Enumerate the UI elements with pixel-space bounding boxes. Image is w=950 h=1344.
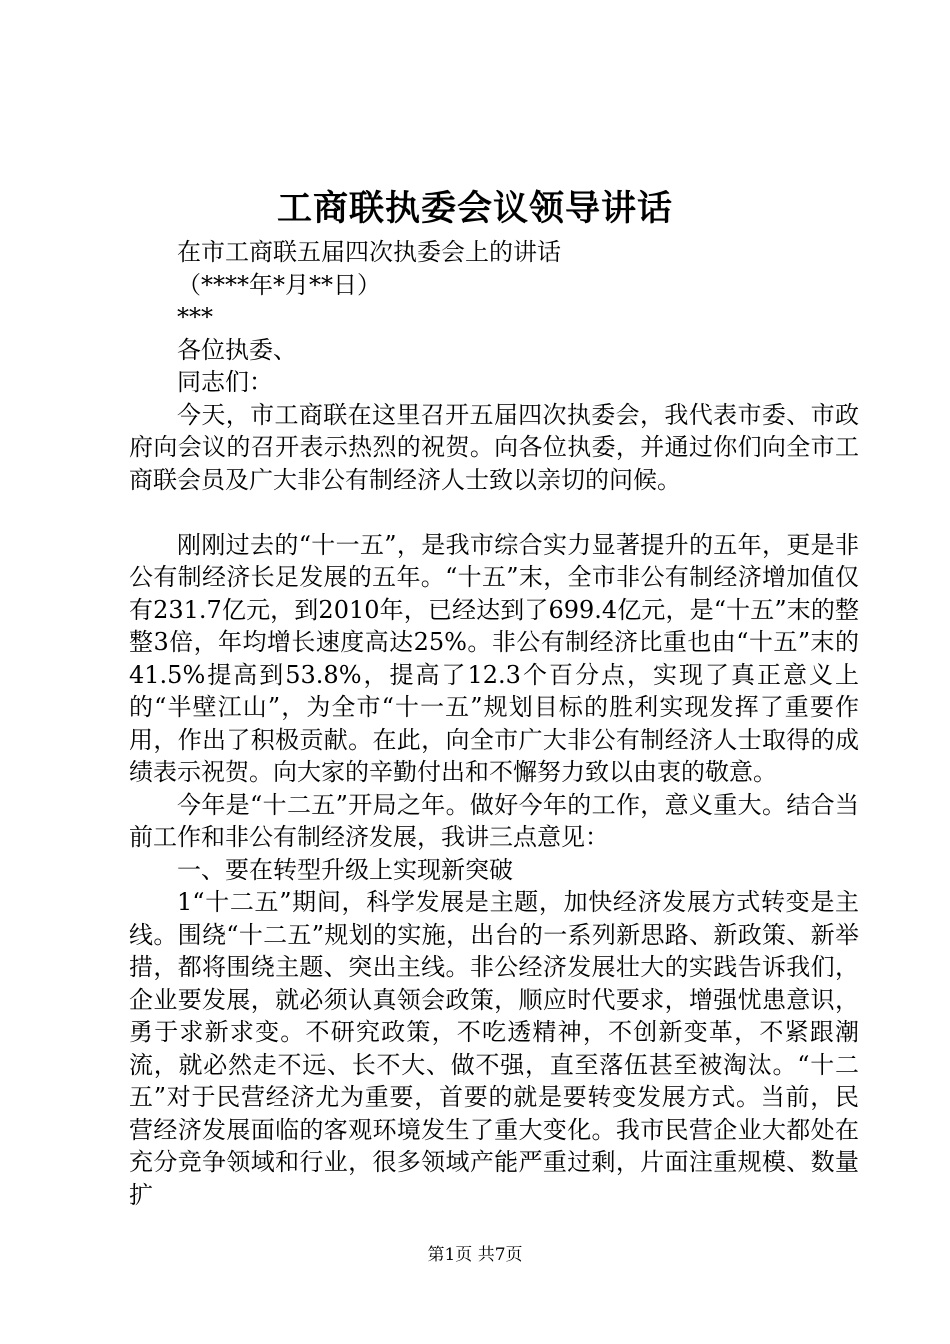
paragraph-review: 刚刚过去的“十一五”，是我市综合实力显著提升的五年，更是非公有制经济长足发展的五年。“十五”末，全市非公有制经济增加值仅有231.7亿元，到2010年，已经达到了699.4亿元，是“十五”末的整整3倍，年均增长速度高达25%。非公有制经济比重也由“十五”末的41.5%提高到53.8%，提高了12.3个百分点，实现了真正意义上的“半壁江山”，为全市“十一五”规划目标的胜利实现发挥了重要作用，作出了积极贡献。在此，向全市广大非公有制经济人士取得的成绩表示祝贺。向大家的辛勤付出和不懈努力致以由衷的敬意。: [129, 530, 859, 786]
section-heading-1: 一、要在转型升级上实现新突破: [177, 855, 513, 884]
speaker-name: ***: [177, 303, 213, 331]
salutation-comrades: 同志们：: [177, 368, 273, 396]
document-body: [129, 236, 859, 1211]
speech-subtitle: 在市工商联五届四次执委会上的讲话: [177, 238, 561, 266]
speech-date: （****年*月**日）: [177, 270, 381, 299]
page-footer: 第1页 共7页: [427, 1245, 523, 1265]
paragraph-opening: 今天，市工商联在这里召开五届四次执委会，我代表市委、市政府向会议的召开表示热烈的祝贺。向各位执委，并通过你们向全市工商联会员及广大非公有制经济人士致以亲切的问候。: [129, 400, 859, 494]
salutation-members: 各位执委、: [177, 335, 297, 364]
paragraph-spacer: [129, 496, 859, 529]
paragraph-intro-points: 今年是“十二五”开局之年。做好今年的工作，意义重大。结合当前工作和非公有制经济发展，我讲三点意见：: [129, 790, 859, 851]
document-title: 工商联执委会议领导讲话: [276, 188, 673, 229]
paragraph-point-1: 1“十二五”期间，科学发展是主题，加快经济发展方式转变是主线。围绕“十二五”规划的实施，出台的一系列新思路、新政策、新举措，都将围绕主题、突出主线。非公经济发展壮大的实践告诉我们，企业要发展，就必须认真领会政策，顺应时代要求，增强忧患意识，勇于求新求变。不研究政策，不吃透精神，不创新变革，不紧跟潮流，就必然走不远、长不大、做不强，直至落伍甚至被淘汰。“十二五”对于民营经济尤为重要，首要的就是要转变发展方式。当前，民营经济发展面临的客观环境发生了重大变化。我市民营企业大都处在充分竞争领域和行业，很多领域产能严重过剩，片面注重规模、数量扩: [129, 888, 859, 1209]
